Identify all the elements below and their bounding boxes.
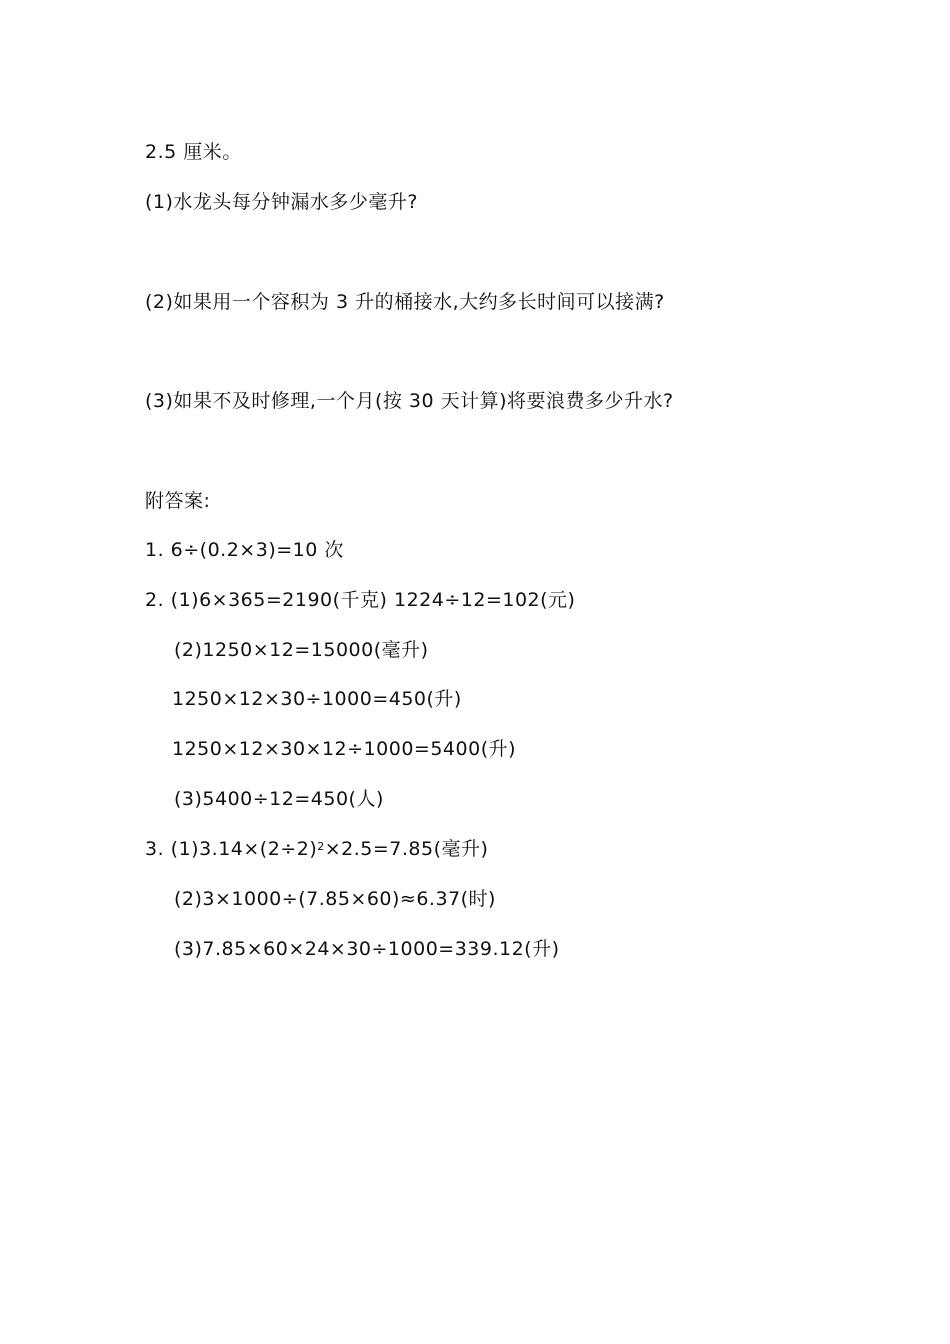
answer-1: 1. 6÷(0.2×3)=10 次 bbox=[145, 539, 344, 561]
answer-3-part-2: (2)3×1000÷(7.85×60)≈6.37(时) bbox=[174, 888, 496, 910]
question-tail: 2.5 厘米。 bbox=[145, 141, 242, 163]
answers-heading: 附答案: bbox=[145, 490, 211, 512]
exponent: 2 bbox=[317, 840, 325, 853]
answer-3-part-1-rest: ×2.5=7.85(毫升) bbox=[324, 838, 489, 860]
answer-2-part-4: 1250×12×30×12÷1000=5400(升) bbox=[172, 738, 517, 760]
answer-2-part-3: 1250×12×30÷1000=450(升) bbox=[172, 688, 462, 710]
answer-2-part-5: (3)5400÷12=450(人) bbox=[174, 788, 384, 810]
answer-3-part-1-main: 3. (1)3.14×(2÷2) bbox=[145, 838, 318, 860]
sub-question-2: (2)如果用一个容积为 3 升的桶接水,大约多长时间可以接满? bbox=[145, 291, 665, 313]
answer-2-part-2: (2)1250×12=15000(毫升) bbox=[174, 639, 429, 661]
sub-question-1: (1)水龙头每分钟漏水多少毫升? bbox=[145, 191, 418, 213]
answer-3-part-1 bbox=[145, 836, 488, 862]
answer-3-part-3: (3)7.85×60×24×30÷1000=339.12(升) bbox=[174, 938, 560, 960]
answer-2-part-1: 2. (1)6×365=2190(千克) 1224÷12=102(元) bbox=[145, 589, 576, 611]
sub-question-3: (3)如果不及时修理,一个月(按 30 天计算)将要浪费多少升水? bbox=[145, 390, 674, 412]
